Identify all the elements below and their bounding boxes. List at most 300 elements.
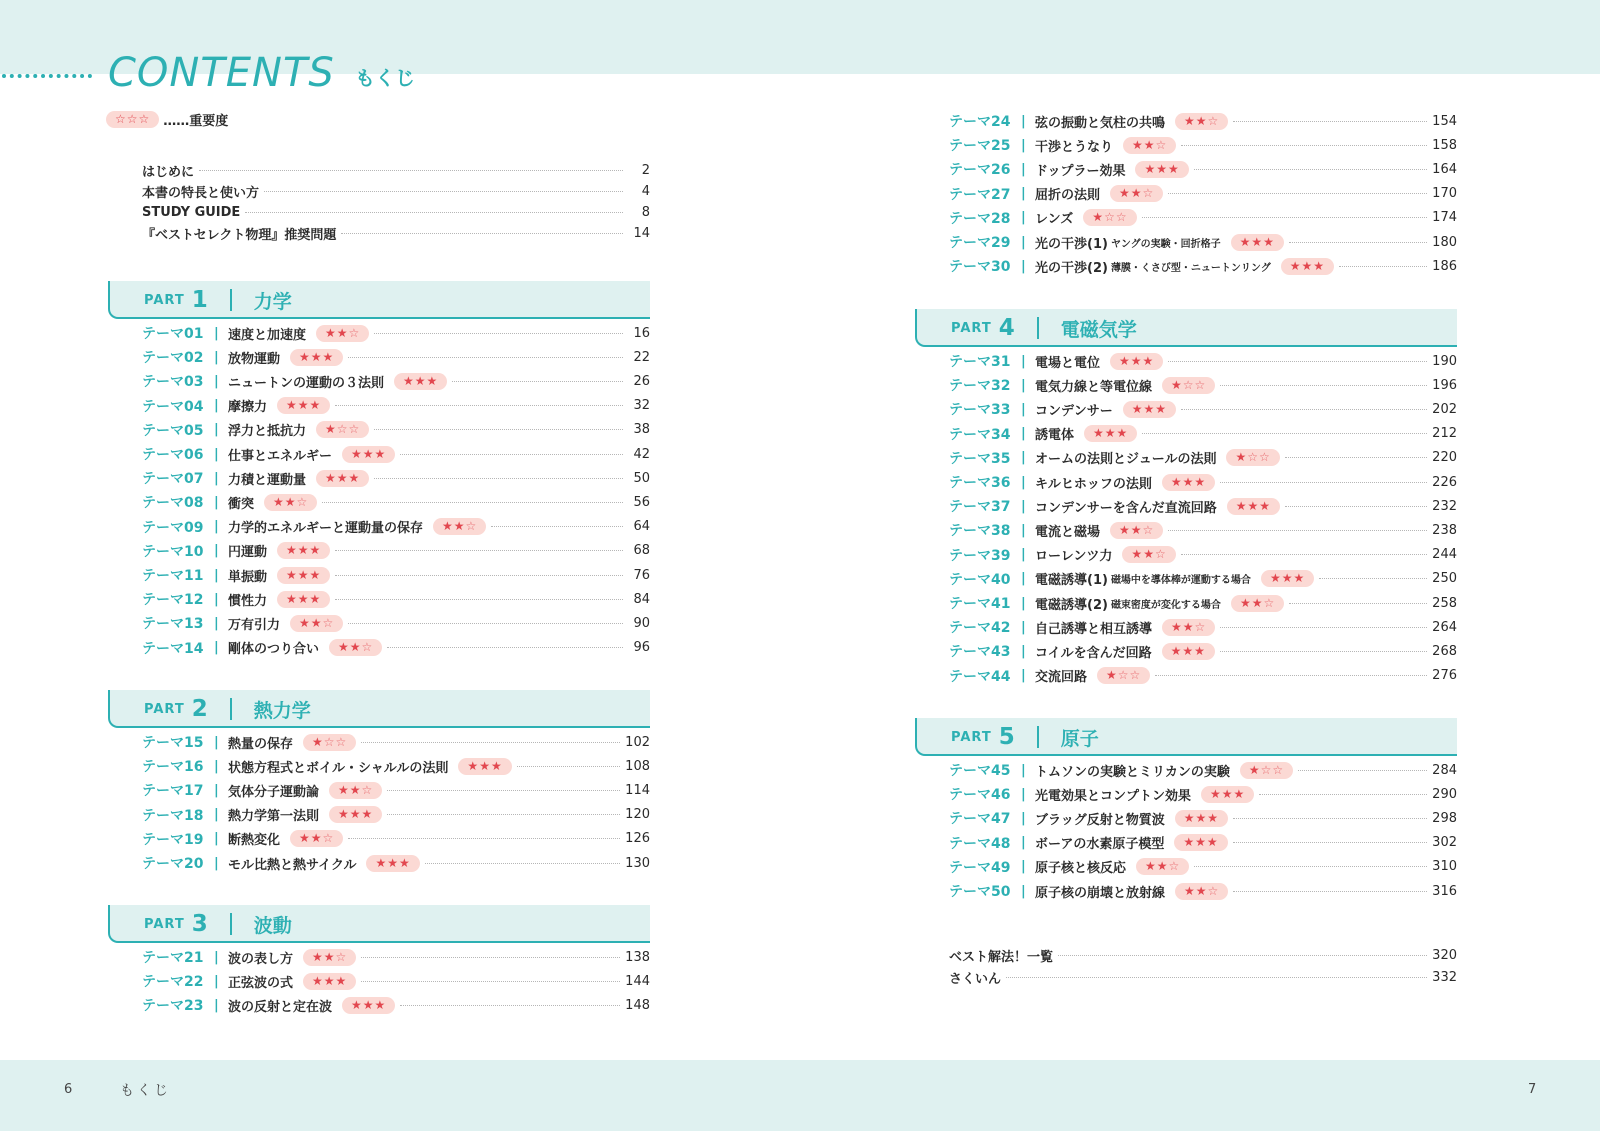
theme-entry[interactable] [142, 347, 650, 367]
dot-leader [1220, 482, 1427, 483]
part-separator [230, 913, 232, 935]
star-filled-icon: ★ [325, 325, 337, 340]
star-filled-icon: ★ [1301, 258, 1314, 273]
page-number: 320 [1432, 947, 1457, 963]
star-empty-icon: ☆ [465, 519, 478, 534]
theme-number: テーマ35 [949, 450, 1011, 467]
importance-stars [433, 518, 486, 535]
star-filled-icon: ★ [1251, 234, 1264, 249]
dot-leader [491, 526, 623, 527]
part-header-4[interactable] [915, 309, 1457, 347]
theme-title: 熱力学第一法則 [228, 809, 320, 825]
star-filled-icon: ★ [297, 591, 310, 606]
entry-title: 本書の特長と使い方 [142, 185, 260, 201]
theme-title: 慣性力 [228, 593, 268, 609]
page-number: 2 [641, 162, 650, 178]
star-filled-icon: ★ [1313, 258, 1326, 273]
theme-entry[interactable] [142, 517, 650, 537]
page-number: 258 [1432, 595, 1457, 611]
dot-leader [1285, 457, 1427, 458]
importance-stars [1123, 137, 1176, 154]
star-filled-icon: ★ [1247, 498, 1260, 513]
page-number: 22 [633, 349, 650, 365]
page-number: 154 [1432, 113, 1457, 129]
star-filled-icon: ★ [338, 807, 350, 822]
theme-title: ニュートンの運動の３法則 [228, 375, 385, 391]
theme-title: コイルを含んだ回路 [1035, 645, 1152, 661]
star-filled-icon: ★ [1293, 571, 1306, 586]
right-page-number: 7 [1528, 1082, 1537, 1097]
star-filled-icon: ★ [1144, 161, 1157, 176]
front-matter-item[interactable] [142, 223, 650, 243]
theme-number: テーマ10 [142, 543, 204, 560]
importance-stars [1097, 667, 1150, 684]
theme-entry[interactable] [949, 424, 1457, 444]
theme-divider: | [1021, 426, 1026, 442]
importance-stars [342, 446, 395, 463]
page-number: 290 [1432, 786, 1457, 802]
theme-number: テーマ36 [949, 475, 1011, 491]
importance-stars [1084, 425, 1137, 442]
star-filled-icon: ★ [1269, 571, 1282, 586]
star-filled-icon: ★ [387, 855, 399, 870]
importance-stars [1175, 883, 1228, 900]
page-number: 108 [625, 758, 650, 774]
theme-number: テーマ05 [142, 422, 204, 439]
part-header-content [144, 281, 292, 319]
page-number: 148 [625, 997, 650, 1013]
theme-entry[interactable] [142, 829, 650, 849]
theme-title: 力積と運動量 [228, 472, 307, 488]
theme-number: テーマ38 [949, 523, 1011, 540]
part-number: 2 [191, 696, 208, 722]
star-filled-icon: ★ [299, 831, 311, 846]
page-number: 42 [633, 446, 650, 462]
theme-entry[interactable] [142, 444, 650, 464]
theme-entry[interactable] [142, 492, 650, 512]
star-empty-icon: ☆ [1263, 595, 1276, 610]
star-filled-icon: ★ [338, 640, 350, 655]
theme-divider: | [214, 494, 219, 510]
theme-divider: | [214, 782, 219, 798]
theme-entry[interactable] [949, 857, 1457, 877]
part-header-5[interactable] [915, 718, 1457, 756]
theme-divider: | [1021, 668, 1026, 684]
theme-entry[interactable] [142, 756, 650, 776]
dot-leader [1181, 409, 1427, 410]
theme-entry[interactable] [142, 805, 650, 825]
theme-number: テーマ37 [949, 499, 1011, 516]
page-number: 8 [641, 204, 650, 220]
star-filled-icon: ★ [1281, 571, 1294, 586]
star-filled-icon: ★ [273, 494, 285, 509]
theme-divider: | [1021, 450, 1026, 466]
theme-entry[interactable] [949, 351, 1457, 371]
dot-leader [1181, 554, 1427, 555]
theme-entry[interactable] [142, 323, 650, 343]
theme-entry[interactable] [949, 232, 1457, 252]
theme-entry[interactable] [949, 472, 1457, 492]
entry-title: STUDY GUIDE [142, 204, 241, 220]
star-empty-icon: ☆ [1247, 450, 1260, 465]
theme-title: 衝突 [228, 496, 255, 512]
theme-entry[interactable] [142, 853, 650, 873]
dot-leader [387, 647, 623, 648]
theme-divider: | [1021, 547, 1026, 563]
importance-stars [1281, 258, 1334, 275]
theme-divider: | [1021, 258, 1026, 274]
star-empty-icon: ☆ [1168, 859, 1181, 874]
star-filled-icon: ★ [374, 997, 387, 1012]
page-number: 284 [1432, 762, 1457, 778]
page-number: 190 [1432, 353, 1457, 369]
page-number: 26 [633, 373, 650, 389]
star-filled-icon: ★ [323, 973, 336, 988]
importance-stars [303, 949, 356, 966]
theme-entry[interactable] [949, 184, 1457, 204]
theme-entry[interactable] [142, 541, 650, 561]
theme-divider: | [1021, 353, 1026, 369]
part-number: 4 [998, 315, 1015, 341]
page-number: 186 [1432, 258, 1457, 274]
theme-entry[interactable] [949, 256, 1457, 276]
theme-title: 屈折の法則 [1035, 188, 1101, 204]
importance-stars [1135, 161, 1188, 178]
star-filled-icon: ★ [286, 398, 298, 413]
dot-leader [517, 766, 620, 767]
dot-leader [1058, 955, 1427, 956]
theme-entry[interactable] [949, 159, 1457, 179]
theme-entry[interactable] [949, 833, 1457, 853]
star-filled-icon: ★ [1142, 353, 1155, 368]
theme-entry[interactable] [949, 881, 1457, 901]
star-filled-icon: ★ [1182, 619, 1195, 634]
star-filled-icon: ★ [1248, 762, 1261, 777]
page-number: 126 [625, 831, 650, 847]
importance-stars [303, 734, 356, 751]
importance-stars [1162, 474, 1215, 491]
star-filled-icon: ★ [1119, 186, 1131, 201]
theme-entry[interactable] [949, 399, 1457, 419]
star-filled-icon: ★ [1132, 137, 1144, 152]
theme-divider: | [214, 373, 219, 389]
star-filled-icon: ★ [375, 855, 388, 870]
back-matter-item[interactable] [949, 945, 1457, 965]
page-number: 220 [1432, 450, 1457, 466]
star-filled-icon: ★ [1143, 547, 1155, 562]
theme-number: テーマ23 [142, 998, 204, 1015]
theme-number: テーマ34 [949, 426, 1011, 443]
star-filled-icon: ★ [1194, 643, 1206, 658]
star-filled-icon: ★ [426, 373, 439, 388]
theme-entry[interactable] [142, 371, 650, 391]
legend-label: ……重要度 [163, 113, 229, 129]
page-number: 130 [625, 855, 650, 871]
theme-title: 自己誘導と相互誘導 [1035, 621, 1153, 637]
theme-title: 干渉とうなり [1035, 139, 1114, 155]
star-filled-icon: ★ [351, 997, 363, 1012]
importance-stars [1083, 209, 1136, 226]
star-filled-icon: ★ [310, 831, 323, 846]
theme-divider: | [1021, 810, 1026, 826]
theme-entry[interactable] [142, 468, 650, 488]
star-empty-icon: ☆ [361, 782, 374, 797]
theme-entry[interactable] [142, 971, 650, 991]
part-title: 電磁気学 [1060, 318, 1137, 341]
theme-divider: | [214, 734, 219, 750]
theme-entry[interactable] [142, 638, 650, 658]
theme-divider: | [214, 758, 219, 774]
star-empty-icon: ☆ [1155, 137, 1168, 152]
star-filled-icon: ★ [1168, 161, 1180, 176]
star-filled-icon: ★ [297, 398, 310, 413]
theme-entry[interactable] [949, 111, 1457, 131]
star-filled-icon: ★ [1207, 810, 1220, 825]
theme-entry[interactable] [949, 448, 1457, 468]
star-filled-icon: ★ [374, 446, 387, 461]
star-filled-icon: ★ [1119, 522, 1131, 537]
theme-title: 電流と磁場 [1035, 524, 1101, 540]
importance-stars [290, 830, 343, 847]
dot-leader [341, 233, 623, 234]
dot-leader [1289, 242, 1427, 243]
theme-entry[interactable] [142, 780, 650, 800]
theme-title: 速度と加速度 [228, 327, 307, 343]
theme-entry[interactable] [142, 995, 650, 1015]
star-filled-icon: ★ [336, 325, 349, 340]
star-filled-icon: ★ [1104, 426, 1117, 441]
dot-leader [1298, 770, 1427, 771]
theme-entry[interactable] [949, 784, 1457, 804]
importance-stars [1175, 810, 1228, 827]
page-number: 238 [1432, 522, 1457, 538]
dot-leader [1168, 530, 1427, 531]
page-number: 202 [1432, 401, 1457, 417]
importance-stars [277, 591, 330, 608]
star-filled-icon: ★ [467, 758, 480, 773]
theme-title: 万有引力 [228, 617, 281, 633]
theme-title: 光の干渉(1) [1035, 236, 1108, 252]
importance-stars [1162, 643, 1215, 660]
star-empty-icon: ☆ [361, 640, 374, 655]
theme-entry[interactable] [949, 569, 1457, 589]
theme-entry[interactable] [949, 208, 1457, 228]
theme-divider: | [214, 543, 219, 559]
theme-entry[interactable] [142, 396, 650, 416]
star-empty-icon: ☆ [296, 494, 309, 509]
part-title: 力学 [253, 290, 292, 313]
star-filled-icon: ★ [1263, 234, 1275, 249]
star-empty-icon: ☆ [335, 949, 348, 964]
dot-leader [374, 478, 623, 479]
theme-number: テーマ40 [949, 571, 1011, 588]
star-empty-icon: ☆ [348, 422, 361, 437]
theme-divider: | [1021, 377, 1026, 393]
theme-entry[interactable] [949, 375, 1457, 395]
theme-entry[interactable] [142, 589, 650, 609]
dot-leader [348, 838, 620, 839]
star-filled-icon: ★ [351, 446, 363, 461]
theme-number: テーマ39 [949, 547, 1011, 564]
star-filled-icon: ★ [362, 446, 375, 461]
theme-divider: | [1021, 619, 1026, 635]
importance-stars [1240, 762, 1293, 779]
theme-entry[interactable] [142, 420, 650, 440]
theme-number: テーマ25 [949, 138, 1011, 155]
page-number: 316 [1432, 883, 1457, 899]
importance-stars [1162, 619, 1215, 636]
theme-number: テーマ14 [142, 640, 204, 657]
star-filled-icon: ★ [338, 782, 350, 797]
star-filled-icon: ★ [414, 373, 427, 388]
star-filled-icon: ★ [1156, 161, 1169, 176]
theme-entry[interactable] [949, 496, 1457, 516]
importance-stars [1122, 546, 1175, 563]
dot-leader [1220, 651, 1427, 652]
part-separator [230, 698, 232, 720]
page-number: 302 [1432, 835, 1457, 851]
part-header-3[interactable] [108, 905, 650, 943]
theme-title: 力学的エネルギーと運動量の保存 [228, 521, 424, 537]
theme-number: テーマ49 [949, 859, 1011, 876]
star-filled-icon: ★ [1170, 643, 1183, 658]
front-matter-item[interactable] [142, 202, 650, 222]
star-filled-icon: ★ [348, 470, 361, 485]
star-filled-icon: ★ [453, 519, 466, 534]
theme-title: トムソンの実験とミリカンの実験 [1035, 764, 1230, 780]
dot-leader [1194, 169, 1427, 170]
dot-leader [348, 357, 623, 358]
theme-number: テーマ48 [949, 835, 1011, 852]
left-running-head: もくじ [120, 1083, 171, 1099]
importance-stars [1261, 570, 1314, 587]
star-filled-icon: ★ [297, 543, 310, 558]
theme-number: テーマ46 [949, 787, 1011, 804]
theme-title: キルヒホッフの法則 [1035, 476, 1152, 492]
importance-stars [329, 782, 382, 799]
page-number: 96 [633, 640, 650, 656]
part-header-1[interactable] [108, 281, 650, 319]
theme-entry[interactable] [949, 617, 1457, 637]
theme-subtitle: ヤングの実験・回折格子 [1110, 238, 1221, 250]
back-matter-item[interactable] [949, 967, 1457, 987]
dot-leader [1289, 603, 1427, 604]
theme-entry[interactable] [949, 808, 1457, 828]
theme-divider: | [214, 640, 219, 656]
theme-entry[interactable] [142, 947, 650, 967]
theme-entry[interactable] [949, 666, 1457, 686]
theme-title: オームの法則とジュールの法則 [1035, 452, 1217, 468]
part-header-2[interactable] [108, 690, 650, 728]
page-number: 196 [1432, 377, 1457, 393]
theme-title: 原子核の崩壊と放射線 [1035, 885, 1166, 901]
theme-entry[interactable] [142, 613, 650, 633]
page-number: 84 [633, 591, 650, 607]
theme-divider: | [1021, 210, 1026, 226]
page-number: 250 [1432, 571, 1457, 587]
star-filled-icon: ★ [1131, 547, 1144, 562]
theme-divider: | [1021, 859, 1026, 875]
importance-stars [1201, 786, 1254, 803]
star-filled-icon: ★ [325, 422, 337, 437]
star-empty-icon: ☆ [1154, 547, 1167, 562]
star-filled-icon: ★ [1184, 113, 1196, 128]
dot-leader [425, 863, 620, 864]
dot-leader [335, 575, 623, 576]
page-number: 170 [1432, 186, 1457, 202]
star-filled-icon: ★ [284, 494, 297, 509]
part-number: 3 [191, 911, 208, 937]
star-filled-icon: ★ [1143, 137, 1156, 152]
theme-entry[interactable] [949, 593, 1457, 613]
star-filled-icon: ★ [1093, 426, 1105, 441]
page-number: 264 [1432, 619, 1457, 635]
star-filled-icon: ★ [336, 470, 349, 485]
dot-leader [1233, 842, 1428, 843]
theme-title: 放物運動 [228, 351, 281, 367]
star-empty-icon: ☆ [1260, 762, 1273, 777]
page-number: 226 [1432, 474, 1457, 490]
theme-title: ボーアの水素原子模型 [1035, 837, 1165, 853]
theme-title: 波の反射と定在波 [228, 999, 333, 1015]
theme-divider: | [214, 446, 219, 462]
theme-entry[interactable] [949, 641, 1457, 661]
star-empty-icon: ☆ [322, 615, 335, 630]
theme-number: テーマ32 [949, 378, 1011, 395]
star-filled-icon: ★ [490, 758, 503, 773]
theme-divider: | [214, 422, 219, 438]
theme-divider: | [214, 470, 219, 486]
theme-number: テーマ24 [949, 114, 1011, 130]
theme-entry[interactable] [949, 545, 1457, 565]
star-filled-icon: ★ [310, 615, 323, 630]
theme-entry[interactable] [949, 135, 1457, 155]
star-filled-icon: ★ [1182, 643, 1195, 658]
theme-number: テーマ20 [142, 856, 204, 872]
theme-divider: | [214, 567, 219, 583]
left-page-number: 6 [64, 1082, 73, 1097]
theme-entry[interactable] [949, 520, 1457, 540]
page-number: 32 [633, 398, 650, 414]
star-filled-icon: ★ [323, 949, 336, 964]
entry-title: 『ベストセレクト物理』推奨問題 [142, 227, 337, 243]
theme-entry[interactable] [142, 565, 650, 585]
theme-entry[interactable] [142, 732, 650, 752]
star-filled-icon: ★ [1183, 835, 1196, 850]
theme-divider: | [214, 973, 219, 989]
importance-stars [1231, 595, 1284, 612]
theme-title: コンデンサー [1035, 403, 1113, 419]
importance-stars [342, 997, 395, 1014]
star-filled-icon: ★ [1156, 859, 1169, 874]
front-matter-item[interactable] [142, 181, 650, 201]
theme-divider: | [214, 615, 219, 631]
theme-entry[interactable] [949, 760, 1457, 780]
front-matter-item[interactable] [142, 160, 650, 180]
theme-number: テーマ02 [142, 350, 204, 367]
dot-leader [335, 599, 623, 600]
page-number: 120 [625, 807, 650, 823]
theme-title: 誘電体 [1035, 428, 1075, 444]
theme-divider: | [1021, 786, 1026, 802]
theme-number: テーマ45 [949, 763, 1011, 779]
dot-leader [335, 405, 623, 406]
star-filled-icon: ★ [297, 567, 310, 582]
star-filled-icon: ★ [1221, 786, 1234, 801]
importance-stars [1231, 234, 1284, 251]
star-filled-icon: ★ [312, 734, 324, 749]
star-filled-icon: ★ [403, 373, 415, 388]
